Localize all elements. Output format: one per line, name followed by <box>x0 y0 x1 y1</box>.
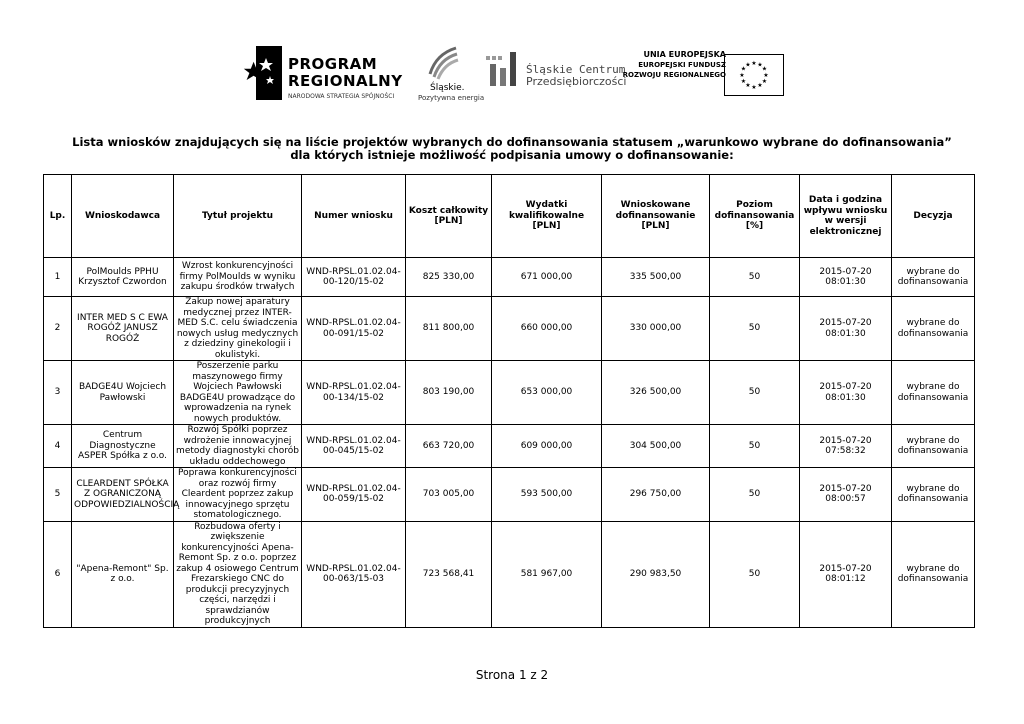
cell-level: 50 <box>710 297 800 361</box>
svg-text:★: ★ <box>761 78 768 85</box>
table-row <box>44 468 975 522</box>
cell-cost: 825 330,00 <box>406 258 492 297</box>
cell-cost: 703 005,00 <box>406 468 492 522</box>
cell-level: 50 <box>710 425 800 468</box>
col-header-lp: Lp. <box>44 175 72 258</box>
ue-line1: UNIA EUROPEJSKA <box>643 50 726 59</box>
cell-requested: 304 500,00 <box>602 425 710 468</box>
col-header-date: Data i godzina wpływu wniosku w wersji elektronicznej <box>800 175 892 258</box>
cell-applicant: PolMoulds PPHU Krzysztof Czwordon <box>72 258 174 297</box>
cell-applicant: INTER MED S C EWA ROGÓŻ JANUSZ ROGÓŻ <box>72 297 174 361</box>
svg-text:★: ★ <box>751 84 757 91</box>
cell-lp: 2 <box>44 297 72 361</box>
cell-title: Zakup nowej aparatury medycznej przez INTER-MED S.C. celu świadczenia nowych usług medycznych z dziedziny ginekologii i okulistyki. <box>174 297 302 361</box>
cell-decision: wybrane do dofinansowania <box>892 297 975 361</box>
cell-eligible: 653 000,00 <box>492 361 602 425</box>
ue-text-logo <box>622 50 726 96</box>
col-header-level: Poziom dofinansowania [%] <box>710 175 800 258</box>
cell-requested: 326 500,00 <box>602 361 710 425</box>
cell-lp: 6 <box>44 521 72 627</box>
cell-number: WND-RPSL.01.02.04-00-045/15-02 <box>302 425 406 468</box>
cell-lp: 3 <box>44 361 72 425</box>
cell-decision: wybrane do dofinansowania <box>892 361 975 425</box>
cell-cost: 723 568,41 <box>406 521 492 627</box>
ue-line3: ROZWOJU REGIONALNEGO <box>622 71 726 79</box>
cell-number: WND-RPSL.01.02.04-00-120/15-02 <box>302 258 406 297</box>
svg-text:★: ★ <box>757 82 763 89</box>
cell-decision: wybrane do dofinansowania <box>892 258 975 297</box>
cell-requested: 296 750,00 <box>602 468 710 522</box>
svg-text:★: ★ <box>740 78 747 85</box>
scp-line1: Śląskie Centrum <box>526 63 626 76</box>
cell-requested: 330 000,00 <box>602 297 710 361</box>
title-line-1: Lista wniosków znajdujących się na liście projektów wybranych do dofinansowania statusem „warunkowo wybrane do dofinansowania” <box>72 135 952 149</box>
svg-text:★: ★ <box>761 65 768 73</box>
svg-text:★: ★ <box>740 65 747 73</box>
slaskie-centrum-logo <box>486 48 627 94</box>
table-row <box>44 425 975 468</box>
table-row <box>44 361 975 425</box>
cell-date: 2015-07-20 08:01:30 <box>800 361 892 425</box>
table-header-row <box>44 175 975 258</box>
slaskie-label: Śląskie. <box>430 83 465 93</box>
cell-requested: 290 983,50 <box>602 521 710 627</box>
cell-requested: 335 500,00 <box>602 258 710 297</box>
col-header-title: Tytuł projektu <box>174 175 302 258</box>
page-number: Strona 1 z 2 <box>475 668 549 682</box>
svg-text:★: ★ <box>757 61 763 69</box>
logo-bar <box>0 40 1024 110</box>
cell-applicant: BADGE4U Wojciech Pawłowski <box>72 361 174 425</box>
pozytywna-energia-label: Pozytywna energia <box>418 94 485 102</box>
cell-eligible: 671 000,00 <box>492 258 602 297</box>
cell-eligible: 609 000,00 <box>492 425 602 468</box>
slaskie-logo <box>418 44 485 104</box>
cell-title: Poszerzenie parku maszynowego firmy Wojciech Pawłowski BADGE4U prowadzące do wprowadzenia na rynek nowych produktów. <box>174 361 302 425</box>
svg-text:★: ★ <box>763 72 769 79</box>
cell-date: 2015-07-20 07:58:32 <box>800 425 892 468</box>
cell-date: 2015-07-20 08:01:30 <box>800 258 892 297</box>
cell-eligible: 593 500,00 <box>492 468 602 522</box>
table-row <box>44 258 975 297</box>
ue-line2: EUROPEJSKI FUNDUSZ <box>638 61 726 69</box>
program-regionalny-logo <box>236 46 403 106</box>
regionalny-label: REGIONALNY <box>288 72 403 90</box>
cell-date: 2015-07-20 08:01:12 <box>800 521 892 627</box>
cell-decision: wybrane do dofinansowania <box>892 425 975 468</box>
cell-eligible: 581 967,00 <box>492 521 602 627</box>
cell-decision: wybrane do dofinansowania <box>892 468 975 522</box>
cell-lp: 5 <box>44 468 72 522</box>
cell-cost: 663 720,00 <box>406 425 492 468</box>
scp-bars-icon <box>486 50 522 90</box>
cell-title: Wzrost konkurencyjności firmy PolMoulds w wyniku zakupu środków trwałych <box>174 258 302 297</box>
cell-cost: 811 800,00 <box>406 297 492 361</box>
cell-date: 2015-07-20 08:01:30 <box>800 297 892 361</box>
cell-title: Rozwój Spółki poprzez wdrożenie innowacyjnej metody diagnostyki chorób układu oddechowego <box>174 425 302 468</box>
cell-applicant: CLEARDENT SPÓŁKA Z OGRANICZONĄ ODPOWIEDZIALNOŚCIĄ <box>72 468 174 522</box>
cell-decision: wybrane do dofinansowania <box>892 521 975 627</box>
cell-eligible: 660 000,00 <box>492 297 602 361</box>
table-row <box>44 297 975 361</box>
cell-cost: 803 190,00 <box>406 361 492 425</box>
cell-applicant: Centrum Diagnostyczne ASPER Spółka z o.o. <box>72 425 174 468</box>
cell-title: Poprawa konkurencyjności oraz rozwój firmy Cleardent poprzez zakup innowacyjnego sprzętu stomatologicznego. <box>174 468 302 522</box>
col-header-applicant: Wnioskodawca <box>72 175 174 258</box>
cell-level: 50 <box>710 258 800 297</box>
cell-number: WND-RPSL.01.02.04-00-059/15-02 <box>302 468 406 522</box>
cell-number: WND-RPSL.01.02.04-00-134/15-02 <box>302 361 406 425</box>
svg-text:★: ★ <box>745 82 751 89</box>
eu-flag-icon <box>724 54 784 96</box>
svg-text:★: ★ <box>745 61 751 69</box>
slaskie-wave-icon <box>426 44 460 80</box>
program-label: PROGRAM <box>288 55 378 73</box>
col-header-decision: Decyzja <box>892 175 975 258</box>
col-header-requested: Wnioskowane dofinansowanie [PLN] <box>602 175 710 258</box>
cell-lp: 1 <box>44 258 72 297</box>
svg-text:★: ★ <box>751 60 757 67</box>
svg-text:★: ★ <box>739 72 745 79</box>
col-header-eligible: Wydatki kwalifikowalne [PLN] <box>492 175 602 258</box>
cell-applicant: "Apena-Remont" Sp. z o.o. <box>72 521 174 627</box>
document-title <box>0 136 1024 162</box>
cell-number: WND-RPSL.01.02.04-00-063/15-03 <box>302 521 406 627</box>
cell-level: 50 <box>710 521 800 627</box>
strategia-label: NARODOWA STRATEGIA SPÓJNOŚCI <box>288 93 395 100</box>
table-row <box>44 521 975 627</box>
cell-date: 2015-07-20 08:00:57 <box>800 468 892 522</box>
col-header-number: Numer wniosku <box>302 175 406 258</box>
cell-lp: 4 <box>44 425 72 468</box>
program-regionalny-emblem-icon <box>236 46 282 100</box>
cell-number: WND-RPSL.01.02.04-00-091/15-02 <box>302 297 406 361</box>
scp-line2: Przedsiębiorczości <box>526 75 627 88</box>
applications-table <box>43 174 975 628</box>
cell-level: 50 <box>710 361 800 425</box>
cell-title: Rozbudowa oferty i zwiększenie konkurencyjności Apena-Remont Sp. z o.o. poprzez zakup 4 osiowego Centrum Frezarskiego CNC do produkcji precyzyjnych części, narzędzi i sprawdzianów produkcyjnych <box>174 521 302 627</box>
title-line-2: dla których istnieje możliwość podpisania umowy o dofinansowanie: <box>290 148 734 162</box>
cell-level: 50 <box>710 468 800 522</box>
col-header-cost: Koszt całkowity [PLN] <box>406 175 492 258</box>
